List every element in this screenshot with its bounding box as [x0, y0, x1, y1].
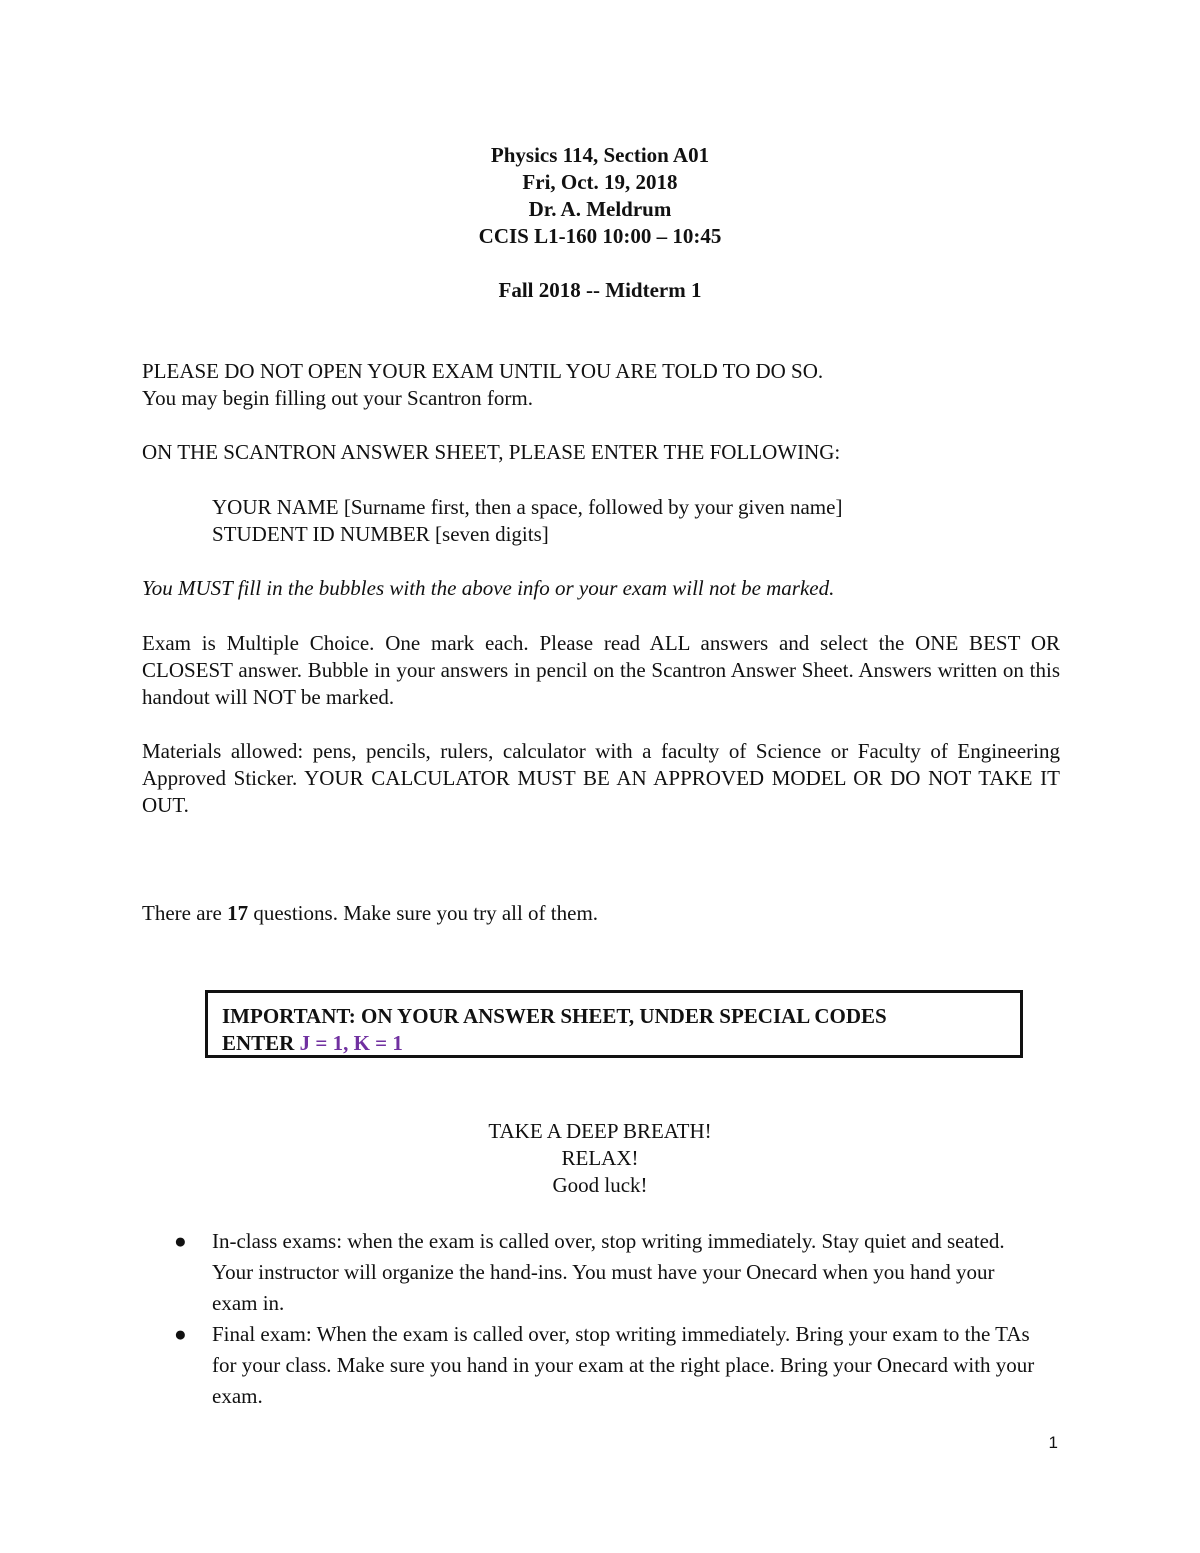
id-field-instruction: STUDENT ID NUMBER [seven digits]: [212, 522, 549, 546]
exam-date: Fri, Oct. 19, 2018: [522, 170, 678, 194]
in-class-exam-note: In-class exams: when the exam is called over, stop writing immediately. Stay quiet and seated. Your instructor will organize the hand-ins. You must have your Onecard when you hand your exam in.: [212, 1229, 1005, 1315]
good-luck-text: Good luck!: [552, 1173, 648, 1197]
do-not-open-text: PLEASE DO NOT OPEN YOUR EXAM UNTIL YOU ARE TOLD TO DO SO.: [142, 359, 824, 383]
course-title: Physics 114, Section A01: [490, 143, 710, 167]
bullet-icon: ●: [174, 1229, 187, 1253]
question-count-line: [142, 900, 1060, 927]
special-codes-values: J = 1, K = 1: [299, 1031, 403, 1055]
list-item: [160, 1319, 1040, 1412]
page-number: 1: [1048, 1433, 1058, 1452]
instructor-name: Dr. A. Meldrum: [528, 197, 672, 221]
exam-header: [0, 142, 1200, 304]
exam-location-time: CCIS L1-160 10:00 – 10:45: [478, 224, 722, 248]
must-fill-warning: You MUST fill in the bubbles with the above info or your exam will not be marked.: [142, 576, 835, 600]
special-codes-line: [222, 1030, 1006, 1057]
special-codes-box: [205, 990, 1023, 1058]
special-codes-heading: IMPORTANT: ON YOUR ANSWER SHEET, UNDER SPECIAL CODES: [222, 1004, 887, 1028]
scantron-fields: [142, 494, 1130, 548]
question-count-suffix: questions. Make sure you try all of them.: [248, 901, 599, 925]
multiple-choice-instructions: Exam is Multiple Choice. One mark each. Please read ALL answers and select the ONE BEST OR CLOSEST answer. Bubble in your answers in pencil on the Scantron Answer Sheet. Answers written on this handout will NOT be marked.: [142, 631, 1060, 709]
special-codes-enter: ENTER: [222, 1031, 300, 1055]
final-exam-note: Final exam: When the exam is called over, stop writing immediately. Bring your exam to the TAs for your class. Make sure you hand in your exam at the right place. Bring your Onecard with your exam.: [212, 1322, 1035, 1408]
name-field-instruction: YOUR NAME [Surname first, then a space, followed by your given name]: [212, 495, 843, 519]
exam-notes-list: [160, 1226, 1040, 1412]
scantron-heading: ON THE SCANTRON ANSWER SHEET, PLEASE ENTER THE FOLLOWING:: [142, 440, 841, 464]
encouragement: [0, 1118, 1200, 1199]
exam-title: Fall 2018 -- Midterm 1: [498, 278, 702, 302]
list-item: [160, 1226, 1040, 1319]
question-count-prefix: There are: [142, 901, 228, 925]
deep-breath-text: TAKE A DEEP BREATH!: [488, 1119, 712, 1143]
bullet-icon: ●: [174, 1322, 187, 1346]
relax-text: RELAX!: [561, 1146, 639, 1170]
scantron-begin-text: You may begin filling out your Scantron form.: [142, 386, 534, 410]
question-count: 17: [227, 901, 249, 925]
materials-allowed: Materials allowed: pens, pencils, rulers, calculator with a faculty of Science or Faculty of Engineering Approved Sticker. YOUR CALCULATOR MUST BE AN APPROVED MODEL OR DO NOT TAKE IT OUT.: [142, 739, 1060, 817]
open-instructions: [142, 358, 1060, 412]
